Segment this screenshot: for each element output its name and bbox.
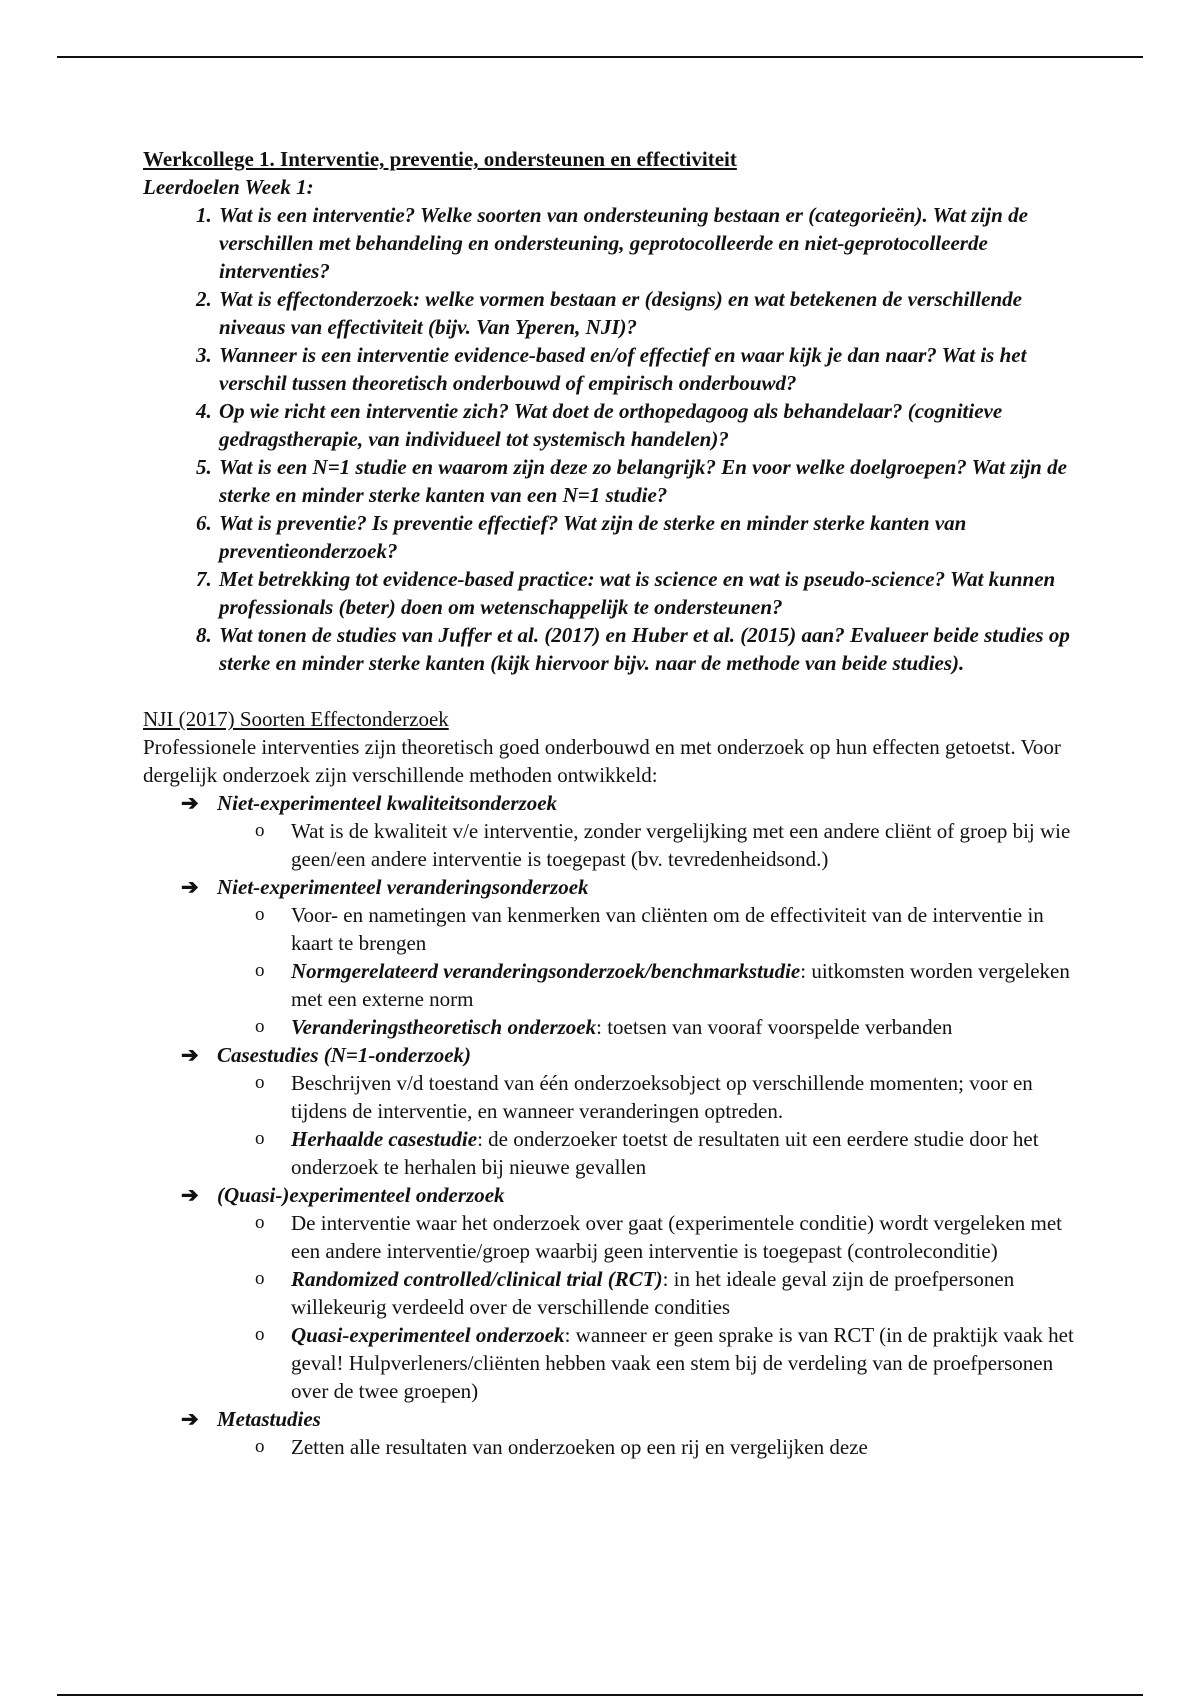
item-term: Randomized controlled/clinical trial (RCT) xyxy=(291,1267,663,1291)
learning-goal: 8. Wat tonen de studies van Juffer et al. (2017) en Huber et al. (2015) aan? Evalueer beide studies op sterke en minder sterke kanten (kijk hiervoor bijv. naar de methode van beide studies). xyxy=(217,621,1083,677)
list-item xyxy=(255,1321,1083,1405)
circle-bullet-icon: o xyxy=(255,1128,265,1149)
research-categories xyxy=(143,789,1083,1461)
learning-goal: 7. Met betrekking tot evidence-based practice: wat is science en wat is pseudo-science? Wat kunnen professionals (beter) doen om wetenschappelijk te ondersteunen? xyxy=(217,565,1083,621)
list-item xyxy=(255,1433,1083,1461)
category-item xyxy=(143,873,1083,1041)
circle-bullet-icon: o xyxy=(255,1324,265,1345)
category-item xyxy=(143,789,1083,873)
arrow-icon: ➔ xyxy=(181,1043,199,1067)
item-text: Wat is de kwaliteit v/e interventie, zonder vergelijking met een andere cliënt of groep bij wie geen/een andere interventie is toegepast (bv. tevredenheidsond.) xyxy=(291,819,1071,871)
learning-goals-heading: Leerdoelen Week 1: xyxy=(143,175,314,199)
circle-bullet-icon: o xyxy=(255,1016,265,1037)
item-term: Herhaalde casestudie xyxy=(291,1127,478,1151)
list-item xyxy=(255,1125,1083,1181)
category-item xyxy=(143,1041,1083,1181)
item-term: Quasi-experimenteel onderzoek xyxy=(291,1323,565,1347)
arrow-icon: ➔ xyxy=(181,875,199,899)
footer-rule xyxy=(57,1694,1143,1696)
item-text: : de onderzoeker toetst de resultaten uit een eerdere studie door het onderzoek te herhalen bij nieuwe gevallen xyxy=(291,1127,1039,1179)
list-item xyxy=(255,817,1083,873)
category-heading: Casestudies (N=1-onderzoek) xyxy=(217,1043,472,1067)
circle-bullet-icon: o xyxy=(255,1436,265,1457)
item-text: : uitkomsten worden vergeleken met een externe norm xyxy=(291,959,1070,1011)
category-item xyxy=(143,1405,1083,1461)
circle-bullet-icon: o xyxy=(255,960,265,981)
item-text: : in het ideale geval zijn de proefpersonen willekeurig verdeeld over de verschillende condities xyxy=(291,1267,1015,1319)
item-text: Zetten alle resultaten van onderzoeken op een rij en vergelijken deze xyxy=(291,1435,868,1459)
item-text: : wanneer er geen sprake is van RCT (in de praktijk vaak het geval! Hulpverleners/cliënten hebben vaak een stem bij de verdeling van de proefpersonen over de twee groepen) xyxy=(291,1323,1074,1403)
list-item xyxy=(255,1013,1083,1041)
list-item xyxy=(255,1209,1083,1265)
item-term: Veranderingstheoretisch onderzoek xyxy=(291,1015,597,1039)
arrow-icon: ➔ xyxy=(181,1183,199,1207)
category-heading: Niet-experimenteel veranderingsonderzoek xyxy=(217,875,589,899)
document-body xyxy=(143,145,1083,1461)
circle-bullet-icon: o xyxy=(255,1268,265,1289)
learning-goal: 4. Op wie richt een interventie zich? Wat doet de orthopedagoog als behandelaar? (cognitieve gedragstherapie, van individueel tot systemisch handelen)? xyxy=(217,397,1083,453)
item-text: De interventie waar het onderzoek over gaat (experimentele conditie) wordt vergeleken met een andere interventie/groep waarbij geen interventie is toegepast (controleconditie) xyxy=(291,1211,1063,1263)
circle-bullet-icon: o xyxy=(255,820,265,841)
learning-goal: 2. Wat is effectonderzoek: welke vormen bestaan er (designs) en wat betekenen de verschillende niveaus van effectiviteit (bijv. Van Yperen, NJI)? xyxy=(217,285,1083,341)
circle-bullet-icon: o xyxy=(255,1072,265,1093)
category-heading: (Quasi-)experimenteel onderzoek xyxy=(217,1183,505,1207)
circle-bullet-icon: o xyxy=(255,1212,265,1233)
list-item xyxy=(255,901,1083,957)
circle-bullet-icon: o xyxy=(255,904,265,925)
document-title: Werkcollege 1. Interventie, preventie, ondersteunen en effectiviteit xyxy=(143,147,737,171)
arrow-icon: ➔ xyxy=(181,791,199,815)
item-text: Voor- en nametingen van kenmerken van cliënten om de effectiviteit van de interventie in kaart te brengen xyxy=(291,903,1044,955)
category-item xyxy=(143,1181,1083,1405)
learning-goal: 1. Wat is een interventie? Welke soorten van ondersteuning bestaan er (categorieën). Wat zijn de verschillen met behandeling en ondersteuning, geprotocolleerde en niet-geprotocolleerde interventies? xyxy=(217,201,1083,285)
category-heading: Metastudies xyxy=(217,1407,321,1431)
learning-goal: 3. Wanneer is een interventie evidence-based en/of effectief en waar kijk je dan naar? Wat is het verschil tussen theoretisch onderbouwd of empirisch onderbouwd? xyxy=(217,341,1083,397)
learning-goal: 5. Wat is een N=1 studie en waarom zijn deze zo belangrijk? En voor welke doelgroepen? Wat zijn de sterke en minder sterke kanten van een N=1 studie? xyxy=(217,453,1083,509)
item-text: : toetsen van vooraf voorspelde verbanden xyxy=(596,1015,953,1039)
learning-goal: 6. Wat is preventie? Is preventie effectief? Wat zijn de sterke en minder sterke kanten van preventieonderzoek? xyxy=(217,509,1083,565)
item-text: Beschrijven v/d toestand van één onderzoeksobject op verschillende momenten; voor en tijdens de interventie, en wanneer veranderingen optreden. xyxy=(291,1071,1033,1123)
list-item xyxy=(255,1265,1083,1321)
list-item xyxy=(255,957,1083,1013)
list-item xyxy=(255,1069,1083,1125)
section-title: NJI (2017) Soorten Effectonderzoek xyxy=(143,707,449,731)
item-term: Normgerelateerd veranderingsonderzoek/benchmarkstudie xyxy=(291,959,801,983)
header-rule xyxy=(57,56,1143,58)
category-heading: Niet-experimenteel kwaliteitsonderzoek xyxy=(217,791,558,815)
learning-goals-list xyxy=(143,201,1083,677)
intro-paragraph: Professionele interventies zijn theoretisch goed onderbouwd en met onderzoek op hun effecten getoetst. Voor dergelijk onderzoek zijn verschillende methoden ontwikkeld: xyxy=(143,735,1061,787)
arrow-icon: ➔ xyxy=(181,1407,199,1431)
